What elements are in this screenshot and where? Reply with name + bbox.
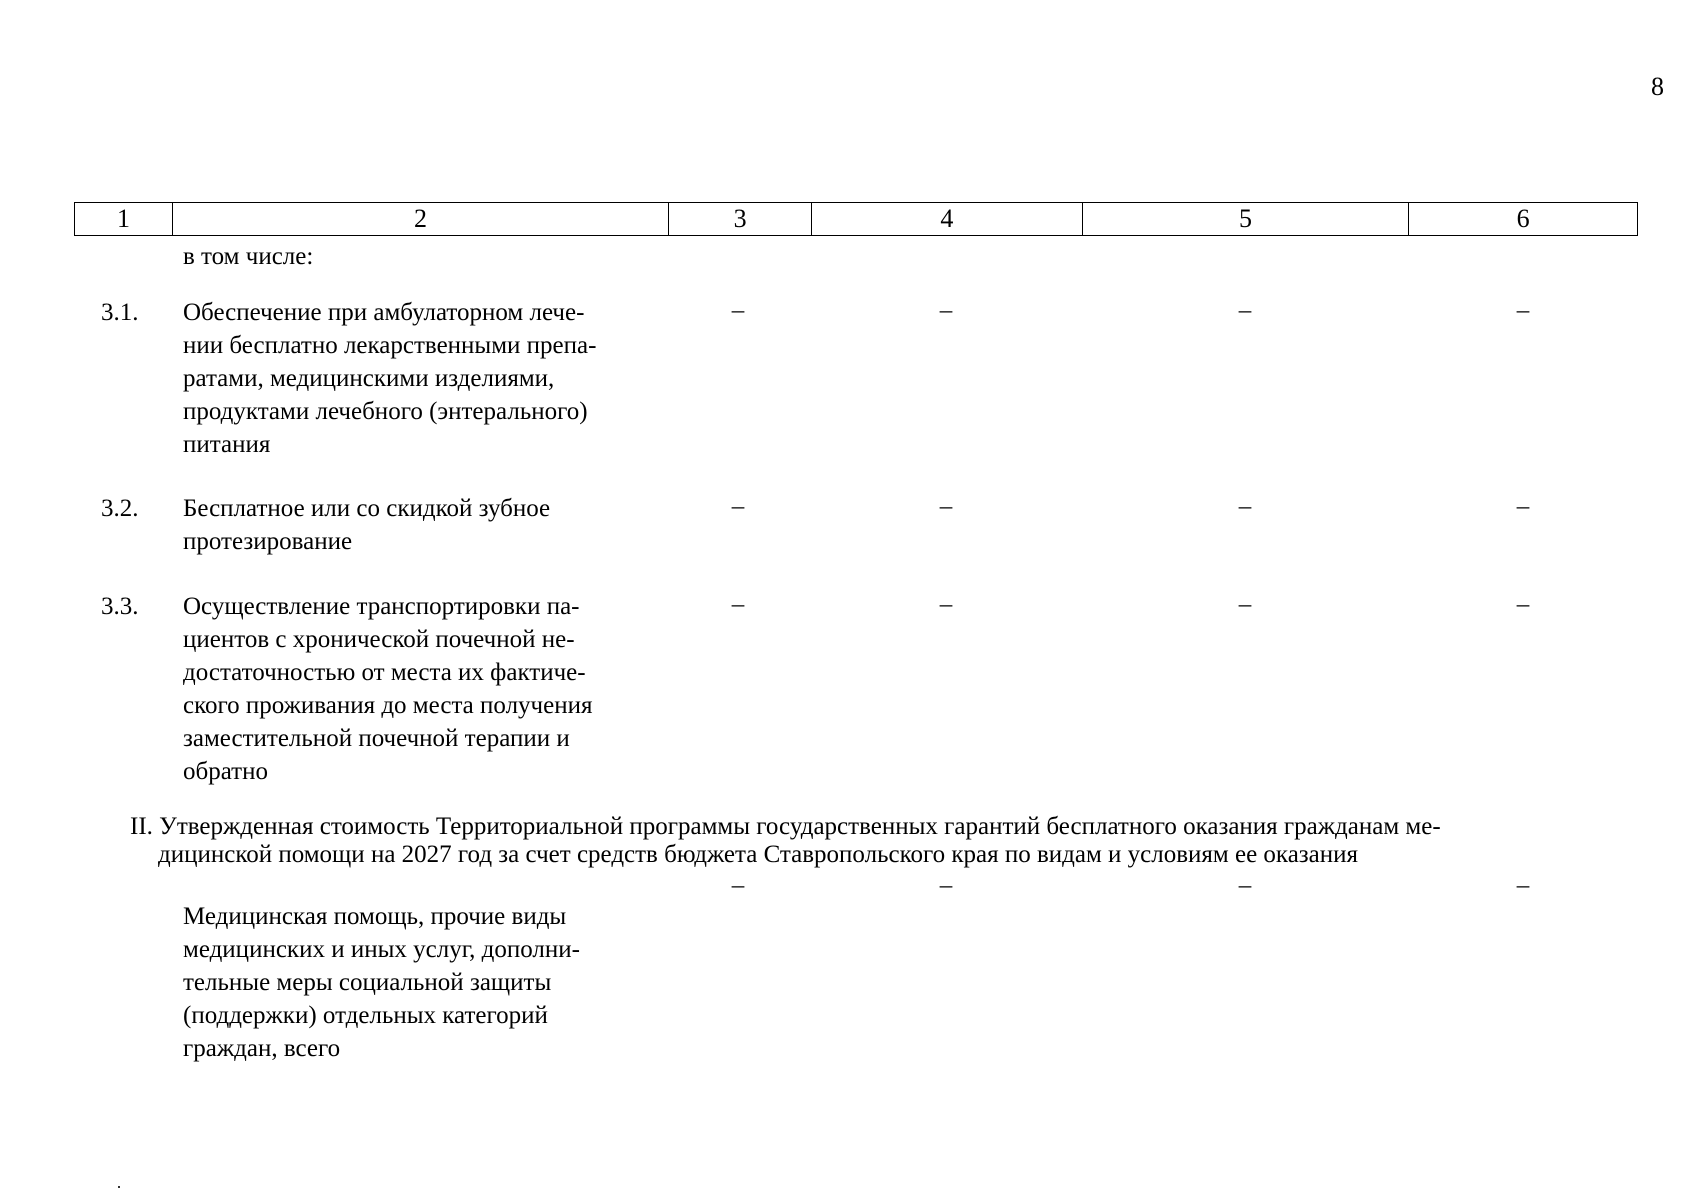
column-header-6: 6 <box>1516 204 1530 233</box>
cell-value-col5: – <box>1238 493 1252 520</box>
cell-value-col5: – <box>1238 297 1252 324</box>
row-text-line: циентов с хронической почечной не- <box>183 626 575 653</box>
cell-value-col6: – <box>1516 591 1530 618</box>
row-description <box>183 296 655 461</box>
section-heading-line: II. Утвержденная стоимость Территориальной программы государственных гарантий бесплатного оказания гражданам ме- <box>130 813 1441 840</box>
cell-value-col5: – <box>1238 591 1252 618</box>
cell-value-col3: – <box>731 297 745 324</box>
row-text-line: протезирование <box>183 528 353 555</box>
cell-value-col5: – <box>1238 872 1252 899</box>
row-text-line: питания <box>183 431 271 458</box>
row-text-line: обратно <box>183 758 268 785</box>
section-heading-line: дицинской помощи на 2027 год за счет средств бюджета Ставропольского края по видам и условиям ее оказания <box>158 841 1359 868</box>
intro-text: в том числе: <box>183 243 314 270</box>
cell-value-col4: – <box>939 297 953 324</box>
row-text-line: Бесплатное или со скидкой зубное <box>183 495 551 522</box>
row-text-line: продуктами лечебного (энтерального) <box>183 398 588 425</box>
row-number: 3.1. <box>101 299 139 326</box>
row-text-line: Осуществление транспортировки па- <box>183 593 580 620</box>
row-text-line: ского проживания до места получения <box>183 692 593 719</box>
total-row-description <box>183 900 658 1065</box>
row-text-line: граждан, всего <box>183 1035 341 1062</box>
row-text-line: (поддержки) отдельных категорий <box>183 1002 548 1029</box>
column-header-2: 2 <box>173 203 669 235</box>
cell-value-col6: – <box>1516 493 1530 520</box>
column-header-4: 4 <box>812 203 1083 235</box>
cell-value-col4: – <box>939 591 953 618</box>
row-description <box>183 492 655 558</box>
cell-value-col3: – <box>731 493 745 520</box>
row-description <box>183 590 655 788</box>
row-number: 3.3. <box>101 593 139 620</box>
row-number: 3.2. <box>101 495 139 522</box>
cell-value-col3: – <box>731 872 745 899</box>
table-header <box>74 202 1638 236</box>
row-text-line: ратами, медицинскими изделиями, <box>183 365 555 392</box>
cell-value-col6: – <box>1516 297 1530 324</box>
row-text-line: Обеспечение при амбулаторном лече- <box>183 299 585 326</box>
section-heading <box>130 813 1630 869</box>
cell-value-col3: – <box>731 591 745 618</box>
scan-speck <box>118 1186 120 1188</box>
column-header-1: 1 <box>75 203 173 235</box>
row-text-line: заместительной почечной терапии и <box>183 725 570 752</box>
column-header-3: 3 <box>669 203 812 235</box>
row-text-line: медицинских и иных услуг, дополни- <box>183 936 580 963</box>
cell-value-col4: – <box>939 872 953 899</box>
row-text-line: Медицинская помощь, прочие виды <box>183 903 567 930</box>
row-text-line: тельные меры социальной защиты <box>183 969 552 996</box>
row-text-line: достаточностью от места их фактиче- <box>183 659 586 686</box>
row-text-line: нии бесплатно лекарственными препа- <box>183 332 597 359</box>
cell-value-col6: – <box>1516 872 1530 899</box>
page-number: 8 <box>1651 72 1664 101</box>
cell-value-col4: – <box>939 493 953 520</box>
column-header-5: 5 <box>1083 203 1410 235</box>
